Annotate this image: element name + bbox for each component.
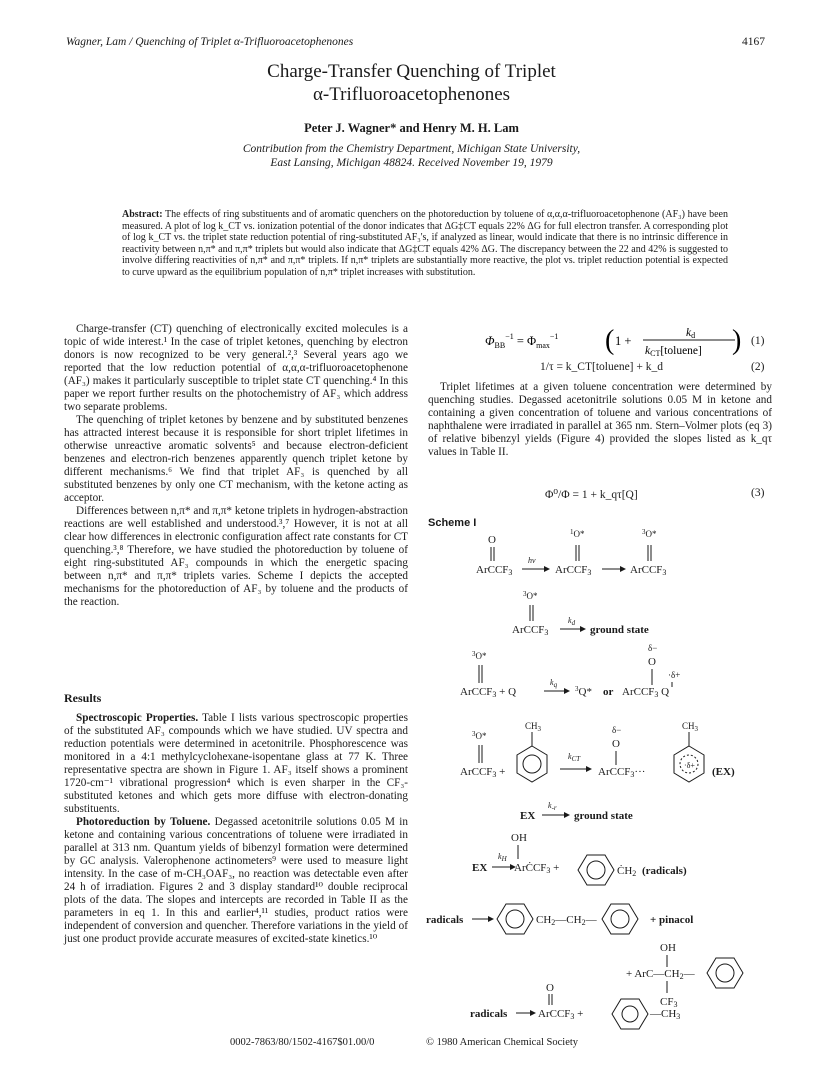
results-text (64, 712, 408, 946)
footer-code: 0002-7863/80/1502-4167$01.00/0 (230, 1037, 375, 1048)
scheme-ground-state-1: ground state (590, 624, 649, 636)
svg-text:kq: kq (550, 678, 558, 689)
abstract (122, 209, 728, 278)
svg-text:CH3: $CH_3$ (525, 721, 542, 733)
scheme-radicals-2: radicals (470, 1008, 508, 1020)
left-column (64, 323, 408, 609)
svg-text:kd: kd (568, 616, 576, 627)
svg-text:ArCCF3: ArCCF3 (630, 564, 667, 577)
equation-3-number: (3) (751, 487, 765, 499)
svg-text:3O*: $^3$O* (472, 730, 487, 741)
lifetime-text: Triplet lifetimes at a given toluene concentration were determined by quenching studies. Degassed acetonitrile solutions 0.05 M in ketone and containing a given concentration of toluene and various concentrations of naphthalene were irradiated in parallel at 365 nm. Stern–Volmer plots (eq 3) of relative bibenzyl yields (Figure 4) provided the slopes listed as k_qτ values in Table II. (428, 381, 772, 458)
svg-text:ArCCF3 + Q: ArCCF3 + Q (460, 686, 517, 699)
svg-text:kH: kH (498, 852, 507, 863)
photoreduction-paragraph (64, 816, 408, 946)
svg-text:ArCCF3 +: ArCCF3 + (538, 1008, 584, 1021)
svg-text:ArCCF3 +: ArCCF3 + (460, 766, 506, 779)
svg-text:EX: EX (472, 862, 488, 874)
svg-text:ArCCF3···: ArCCF3··· (598, 766, 646, 779)
svg-text:·δ+: ·δ+ (684, 761, 695, 770)
svg-text:CF3: CF3 (660, 996, 678, 1009)
equation-3: Φ⁰/Φ = 1 + k_qτ[Q] (545, 489, 638, 501)
page-number: 4167 (742, 36, 765, 48)
svg-text:EX: EX (520, 810, 536, 822)
scheme-ex-label: (EX) (712, 766, 735, 778)
affiliation-line-2: East Lansing, Michigan 48824. Received November 19, 1979 (270, 157, 553, 169)
spectroscopic-paragraph (64, 712, 408, 816)
intro-paragraph-1: Charge-transfer (CT) quenching of electronically excited molecules is a topic of wide interest.¹ In the case of triplet ketones, quenching by electron donors is now recognized to be very general.²,³ Several years ago we reported that the low reduction potential of α,α,α-trifluoroacetophenone (AF₃) makes it particularly susceptible to triplet state CT quenching.⁴ In this paper we report further results on the photochemistry of AF₃ which address two separate problems. (64, 323, 408, 413)
svg-text:ArCCF3: ArCCF3 (512, 624, 549, 637)
svg-text:ĊH2: ĊH2 (617, 865, 637, 878)
affiliation-line-1: Contribution from the Chemistry Department, Michigan State University, (242, 143, 581, 155)
svg-text:OH: OH (511, 832, 527, 844)
scheme-1-final-row (470, 982, 730, 1025)
svg-text:kCT[toluene]: kCT[toluene] (645, 345, 702, 358)
scheme-radicals-1: radicals (426, 914, 464, 926)
equation-1-graphic (485, 322, 740, 358)
svg-text:3O*: $^3$O* (472, 650, 487, 661)
scheme-ground-state-2: ground state (574, 810, 633, 822)
lifetime-paragraph (428, 381, 772, 459)
abstract-label: Abstract: (122, 209, 163, 220)
article-title-line-2: α-Trifluoroacetophenones (312, 84, 511, 105)
svg-text:(: ( (605, 325, 615, 356)
svg-text:δ−: δ− (612, 725, 622, 735)
results-heading: Results (64, 691, 102, 705)
running-header: Wagner, Lam / Quenching of Triplet α-Trifluoroacetophenones (66, 36, 354, 48)
svg-text:3O*: $^3$O* (642, 528, 657, 539)
footer-copyright: © 1980 American Chemical Society (426, 1037, 579, 1048)
svg-text:CH2—CH2—: CH2—CH2— (536, 914, 597, 927)
svg-text:O: O (546, 982, 554, 994)
svg-text:hν: hν (528, 556, 536, 565)
equation-2: 1/τ = k_CT[toluene] + k_d (540, 361, 663, 373)
scheme-label: Scheme I (428, 517, 477, 529)
svg-text:kd: kd (686, 327, 696, 340)
svg-text:OH: OH (660, 942, 676, 954)
svg-text:ArCCF3 Q: ArCCF3 Q (622, 686, 670, 699)
equation-1-number: (1) (751, 335, 765, 347)
intro-paragraph-3: Differences between n,π* and π,π* ketone triplets in hydrogen-abstraction reactions are well established and understood.³,⁷ However, it is not at all clear how differences in electronic configuration affect rate constants for CT quenching.³,⁸ Therefore, we have studied the photoreduction by toluene of eight ring-substituted AF₃ compounds in which the energetic spacing between n,π* and π,π* triplets varies. Scheme I depicts the accepted mechanisms for the photoreduction of AF₃ by toluene and the products of the reaction. (64, 505, 408, 608)
article-authors: Peter J. Wagner* and Henry M. H. Lam (304, 121, 519, 135)
svg-text:ArCCF3: ArCCF3 (555, 564, 592, 577)
svg-text:k-r: k-r (548, 801, 557, 812)
svg-text:O: O (612, 738, 620, 750)
scheme-1-diagram (420, 525, 780, 1025)
photoreduction-label: Photoreduction by Toluene. (76, 816, 211, 828)
svg-text:O: O (488, 534, 496, 546)
svg-text:ArCCF3: ArCCF3 (476, 564, 513, 577)
svg-text:δ−: δ− (648, 643, 658, 653)
article-title-line-1: Charge-Transfer Quenching of Triplet (267, 61, 556, 82)
equation-2-number: (2) (751, 361, 765, 373)
svg-text:3Q*: $^3$Q* (575, 685, 592, 698)
intro-paragraph-2: The quenching of triplet ketones by benzene and by substituted benzenes has attracted interest because it is responsible for short triplet lifetimes in otherwise unreactive aromatic solvents⁵ and because electron-deficient benzenes and electron-rich benzenes apparently quench triplet ketone by different mechanisms.⁶ We find that triplet AF₃ is quenched by all substituted benzenes by only one CT mechanism, with the ketone acting as acceptor. (64, 414, 408, 504)
scheme-or: or (603, 686, 614, 698)
svg-text:O: O (648, 656, 656, 668)
svg-text:CH3: $CH_3$ (682, 721, 699, 733)
photoreduction-text: Degassed acetonitrile solutions 0.05 M in ketone and containing various concentrations of toluene were irradiated in parallel at 313 nm. Quantum yields of bibenzyl formation were determined by GC analysis. Valerophenone actinometers⁹ were used to measure light intensity. In the case of m-CH₃OAF₃, no reaction was detectable even after 24 h of irradiation. Figures 2 and 3 display standard¹⁰ double reciprocal plots of the data. The slopes and intercepts are recorded in Table II as the parameters in eq 1. In this and earlier⁴,¹¹ studies, product ratios were independent of conversion and quencher. Therefore variations in the yield of just one product provide accurate measures of excited-state kinetics.¹⁰ (64, 816, 408, 945)
equation-1 (485, 322, 740, 361)
svg-text:ArĊCF3 +: ArĊCF3 + (514, 862, 560, 875)
svg-text:—CH3: —CH3 (650, 1008, 681, 1021)
svg-text:1O*: $^1$O* (570, 528, 585, 539)
spectroscopic-text: Table I lists various spectroscopic properties of the substituted AF₃ compounds which we have studied. UV spectra and reduction potentials were determined in acetonitrile. Phosphorescence was monitored in a 4:1 methylcyclohexane-isopentane glass at 77 K. Three representative spectra are shown in Figure 1. AF₃ itself shows a prominent 1720-cm⁻¹ vibrational progression⁴ which is even sharper in the CF₃-substituted ketones and which gets more diffuse with electron-donating substituents. (64, 712, 408, 815)
scheme-pinacol: + pinacol (650, 914, 694, 926)
spectroscopic-label: Spectroscopic Properties. (76, 712, 199, 724)
abstract-text: The effects of ring substituents and of aromatic quenchers on the photoreduction by toluene of α,α,α-trifluoroacetophenone (AF₃) have been measured. A plot of log k_CT vs. ionization potential of the donor indicates that ΔG‡CT equals 22% ΔG for full electron transfer. A corresponding plot of log k_CT vs. the triplet state reduction potential of ring-substituted AF₃'s, if analyzed as linear, would indicate that there is no intrinsic difference in reactivity between n,π* and π,π* triplets but would also indicate that ΔG‡CT equals 42% ΔG. The discrepancy between the 22 and 42% is suggested to involve differing reactivities of n,π* and π,π* triplets. If n,π* triplets are substantially more reactive, the plot vs. triplet reduction potential is expected to curve upward as the equilibrium population of n,π* triplet increases with substitution. (122, 209, 729, 278)
svg-text:3O*: $^3$O* (523, 590, 538, 601)
svg-text:+ ArC—CH2—: + ArC—CH2— (626, 968, 695, 981)
svg-text:ΦBB−1 = Φmax−1: $\Phi_{BB}^{-1} = \Phi_{max}^{-1}$ (485, 332, 559, 350)
scheme-radicals-label: (radicals) (642, 865, 687, 877)
svg-text:·δ+: ·δ+ (668, 670, 681, 680)
svg-text:1 +: 1 + (615, 334, 632, 348)
svg-text:): ) (732, 325, 742, 356)
svg-text:kCT: kCT (568, 752, 581, 763)
